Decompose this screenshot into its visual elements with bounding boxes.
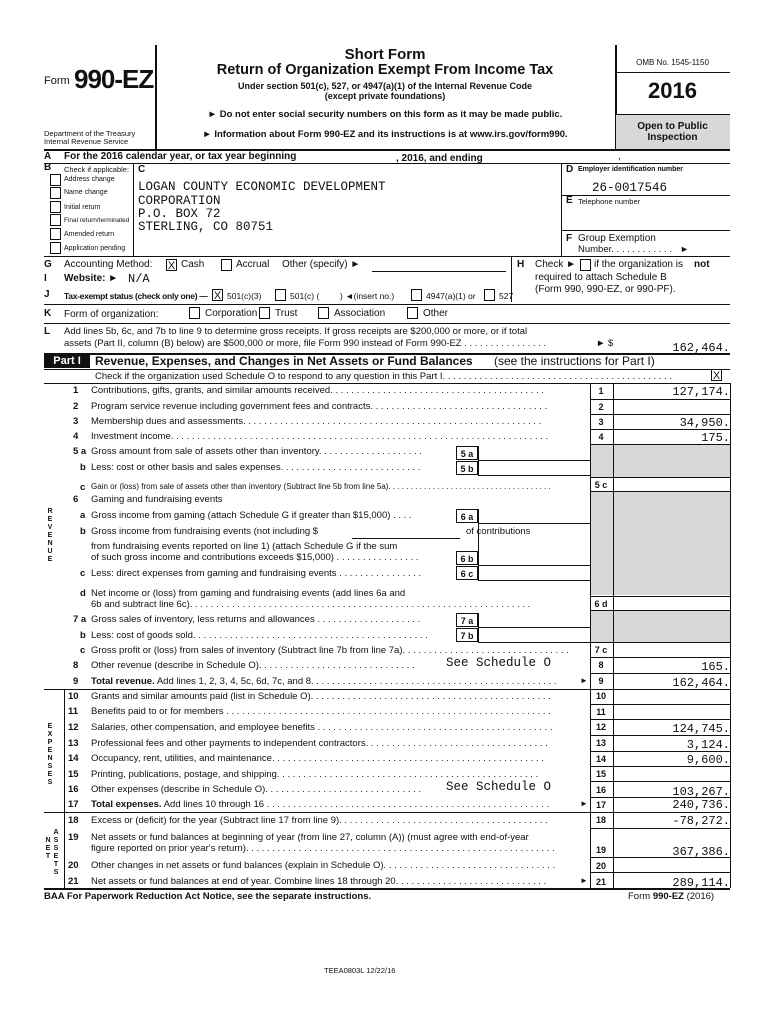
checkbox-application-pending[interactable] — [50, 242, 61, 254]
checkbox-schedule-b[interactable] — [580, 259, 591, 271]
amended-return-label: Amended return — [64, 231, 115, 238]
line16-value: 103,267. — [672, 785, 730, 799]
subtitle-section: Under section 501(c), 527, or 4947(a)(1) of the Internal Revenue Code — [237, 81, 533, 91]
line3-box: 3 — [598, 417, 604, 427]
expenses-side-label: E X P E N S E S — [47, 723, 53, 786]
form-label: Form — [44, 75, 70, 87]
line1-text: Contributions, gifts, grants, and similar amounts received. . . . . . . . . . . . . . . . . . . . . . . . . . . . . . . . . . . . . . . . . — [91, 385, 544, 396]
part1-schedule-o-text: Check if the organization used Schedule O to respond to any question in this Part I. . . . . . . . . . . . . . . . . . . . . . . . . . . . . . . . . . . . . . . . . . . . — [95, 371, 673, 382]
org-name-line2: CORPORATION — [138, 194, 221, 208]
line19-num: 19 — [68, 832, 79, 843]
group-exemption-arrow: ► — [680, 244, 689, 254]
line5c-box: 5 c — [594, 480, 608, 490]
line20-box: 20 — [595, 861, 606, 871]
line2-box: 2 — [598, 402, 604, 412]
line9-box: 9 — [598, 676, 604, 686]
line-l-letter: L — [44, 326, 51, 337]
line7b-box: 7 b — [456, 628, 478, 642]
footer-form-year: (2016) — [683, 891, 715, 902]
address-change-label: Address change — [64, 176, 115, 183]
irs-label: Internal Revenue Service — [44, 137, 129, 146]
application-pending-label: Application pending — [64, 245, 126, 252]
line3-text: Membership dues and assessments. . . . . . . . . . . . . . . . . . . . . . . . . . . . . . . . . . . . . . . . . . . . . . . . . . . . . . . . . — [91, 416, 542, 427]
footer-code: TEEA0803L 12/22/16 — [324, 966, 396, 975]
line8-box: 8 — [598, 660, 604, 670]
line20-num: 20 — [68, 860, 79, 871]
line4-box: 4 — [598, 432, 604, 442]
checkbox-part1-schedule-o[interactable]: X — [712, 370, 721, 382]
accrual-label: Accrual — [236, 259, 270, 270]
cash-label: Cash — [181, 259, 205, 270]
final-return-label: Final return/terminated — [64, 217, 130, 224]
line1-num: 1 — [73, 385, 79, 396]
line-b-letter: B — [44, 162, 52, 173]
telephone-label: Telephone number — [578, 197, 641, 206]
line6b-text-3: of such gross income and contributions exceeds $15,000) . . . . . . . . . . . . . . . . — [91, 552, 419, 563]
line7c-num: c — [80, 645, 86, 656]
line2-num: 2 — [73, 401, 79, 412]
accounting-method-label: Accounting Method: — [64, 259, 153, 270]
501c3-label: 501(c)(3) — [227, 291, 262, 301]
line7b-num: b — [80, 630, 86, 641]
checkbox-cash[interactable]: X — [167, 260, 176, 272]
form-number: 990-EZ — [74, 64, 154, 94]
line7a-box: 7 a — [456, 613, 478, 627]
line6d-box: 6 d — [594, 599, 608, 609]
line17-arrow-icon: ► — [580, 799, 588, 808]
line20-text: Other changes in net assets or fund balances (explain in Schedule O). . . . . . . . . . . . . . . . . . . . . . . . . . . . . . . . . — [91, 860, 556, 871]
line6d-text-2: 6b and subtract line 6c). . . . . . . . . . . . . . . . . . . . . . . . . . . . . . . . . . . . . . . . . . . . . . . . . . . . . . . . . . . . . . . . . — [91, 599, 531, 610]
line17-text: Total expenses. — [91, 799, 162, 810]
line18-num: 18 — [68, 815, 79, 826]
checkbox-address-change[interactable] — [50, 174, 61, 186]
line6a-box: 6 a — [456, 509, 478, 523]
corporation-label: Corporation — [205, 308, 258, 319]
line8-num: 8 — [73, 660, 79, 671]
line12-value: 124,745. — [672, 722, 730, 736]
line-b-check-label: Check if applicable: — [64, 165, 130, 174]
line10-num: 10 — [68, 691, 79, 702]
part1-label: Part I — [44, 354, 90, 368]
trust-label: Trust — [275, 308, 298, 319]
line5b-num: b — [80, 462, 86, 473]
line-l-arrow: ► $ — [596, 338, 614, 349]
line-h-check: Check ► — [535, 259, 577, 270]
line11-text: Benefits paid to or for members . . . . . . . . . . . . . . . . . . . . . . . . . . . . . . . . . . . . . . . . . . . . . . . . . . . . . . . . . . . . . . — [91, 706, 551, 717]
ein-value: 26-0017546 — [592, 181, 668, 195]
line7a-num: 7 a — [73, 614, 87, 625]
line13-num: 13 — [68, 738, 79, 749]
line21-arrow-icon: ► — [580, 876, 588, 885]
line11-num: 11 — [68, 706, 79, 717]
501c-insert-label: ) ◄(insert no.) — [340, 291, 395, 301]
line15-box: 15 — [595, 769, 606, 779]
line6-text: Gaming and fundraising events — [91, 494, 223, 505]
website-label: Website: ► — [64, 273, 119, 284]
line6d-text: Net income or (loss) from gaming and fundraising events (add lines 6a and — [91, 588, 406, 599]
527-label: 527 — [499, 291, 514, 301]
association-label: Association — [334, 308, 386, 319]
line16-num: 16 — [68, 784, 79, 795]
gross-receipts-value: 162,464. — [672, 341, 730, 355]
line5a-text: Gross amount from sale of assets other than inventory. . . . . . . . . . . . . . . . . . . . — [91, 446, 422, 457]
line19-value: 367,386. — [672, 845, 730, 859]
line6d-num: d — [80, 588, 86, 599]
tax-exempt-label: Tax-exempt status (check only one) — — [64, 291, 208, 301]
checkbox-4947[interactable] — [411, 289, 422, 301]
footer-form-pre: Form — [628, 891, 653, 902]
line19-box: 19 — [595, 845, 606, 855]
footer-form-number: 990-EZ — [652, 891, 684, 902]
line-f-letter: F — [566, 233, 573, 244]
line9-text-rest: Add lines 1, 2, 3, 4, 5c, 6d, 7c, and 8. . . . . . . . . . . . . . . . . . . . . . . . . . . . . . . . . . . . . . . . . . . . . . . — [154, 676, 557, 687]
line3-value: 34,950. — [679, 416, 730, 430]
line-k-letter: K — [44, 308, 52, 319]
checkbox-amended-return[interactable] — [50, 228, 61, 240]
line17-num: 17 — [68, 799, 79, 810]
revenue-side-label: R E V E N U E — [47, 508, 53, 563]
line8-schedule-o-note: See Schedule O — [446, 656, 552, 670]
checkbox-527[interactable] — [484, 289, 495, 301]
initial-return-label: Initial return — [64, 204, 101, 211]
line6b-num: b — [80, 526, 86, 537]
line18-box: 18 — [595, 815, 606, 825]
checkbox-association[interactable] — [318, 307, 329, 319]
line4-value: 175. — [701, 431, 730, 445]
line5c-num: c — [80, 482, 86, 493]
line7a-text: Gross sales of inventory, less returns and allowances . . . . . . . . . . . . . . . . . . . . — [91, 614, 421, 625]
line14-text: Occupancy, rent, utilities, and maintenance. . . . . . . . . . . . . . . . . . . . . . . . . . . . . . . . . . . . . . . . . . . . . . . . . . . . — [91, 753, 544, 764]
line7c-text: Gross profit or (loss) from sales of inventory (Subtract line 7b from line 7a). . . . . . . . . . . . . . . . . . . . . . . . . . . . . . . . — [91, 645, 569, 656]
omb-number: OMB No. 1545-1150 — [636, 58, 709, 67]
line16-schedule-o-note: See Schedule O — [446, 780, 552, 794]
org-address: P.O. BOX 72 — [138, 207, 221, 221]
checkbox-501c3[interactable]: X — [213, 290, 222, 302]
footer-baa: BAA For Paperwork Reduction Act Notice, see the separate instructions. — [44, 891, 372, 902]
line-l-text-2: assets (Part II, column (B) below) are $500,000 or more, file Form 990 instead of Form 990-EZ . . . . . . . . . . . . . . . . — [64, 338, 547, 349]
line13-box: 13 — [595, 738, 606, 748]
ein-label: Employer identification number — [578, 166, 684, 173]
line1-value: 127,174. — [672, 385, 730, 399]
line5b-text: Less: cost or other basis and sales expenses. . . . . . . . . . . . . . . . . . . . . . . . . . . — [91, 462, 421, 473]
checkbox-trust[interactable] — [259, 307, 270, 319]
line-d-letter: D — [566, 164, 574, 175]
line21-num: 21 — [68, 876, 79, 887]
line8-value: 165. — [701, 660, 730, 674]
org-city: STERLING, CO 80751 — [138, 220, 274, 234]
org-name-line1: LOGAN COUNTY ECONOMIC DEVELOPMENT — [138, 180, 386, 194]
line-h-not: not — [694, 259, 710, 270]
line10-text: Grants and similar amounts paid (list in Schedule O). . . . . . . . . . . . . . . . . . . . . . . . . . . . . . . . . . . . . . . . . . . . . . — [91, 691, 551, 702]
line12-box: 12 — [595, 722, 606, 732]
line2-text: Program service revenue including government fees and contracts. . . . . . . . . . . . . . . . . . . . . . . . . . . . . . . . . . — [91, 401, 548, 412]
net-side-label: N E T — [45, 837, 51, 860]
form-of-org-label: Form of organization: — [64, 309, 159, 320]
line21-text: Net assets or fund balances at end of year. Combine lines 18 through 20. . . . . . . . . . . . . . . . . . . . . . . . . . . . . — [91, 876, 547, 887]
line6a-text: Gross income from gaming (attach Schedule G if greater than $15,000) . . . . — [91, 510, 412, 521]
line11-box: 11 — [596, 707, 606, 717]
line6c-box: 6 c — [456, 566, 478, 580]
line-h-letter: H — [517, 259, 525, 270]
line14-value: 9,600. — [686, 753, 730, 767]
line14-box: 14 — [595, 754, 606, 764]
line17-box: 17 — [595, 800, 606, 810]
line5c-text: Gain or (loss) from sale of assets other than inventory (Subtract line 5b from line 5a). . . . . . . . . . . . . . . . . . . . . . . . . . . . . . . . . . . . . — [91, 482, 551, 491]
group-exemption-label: Group Exemption — [578, 233, 656, 244]
notice-ssn: ► Do not enter social security numbers on this form as it may be made public. — [207, 109, 563, 120]
line13-text: Professional fees and other payments to independent contractors. . . . . . . . . . . . . . . . . . . . . . . . . . . . . . . . . . . — [91, 738, 548, 749]
checkbox-501c[interactable] — [275, 289, 286, 301]
line21-value: 289,114. — [672, 876, 730, 890]
line6b-text-2: from fundraising events reported on line 1) (attach Schedule G if the sum — [91, 541, 398, 552]
line19-text-2: figure reported on prior year's return). . . . . . . . . . . . . . . . . . . . . . . . . . . . . . . . . . . . . . . . . . . . . . . . . . . . . . . . . . . — [91, 843, 555, 854]
line6b-text: Gross income from fundraising events (not including $ — [91, 526, 319, 537]
line4-num: 4 — [73, 431, 79, 442]
line7b-text: Less: cost of goods sold. . . . . . . . . . . . . . . . . . . . . . . . . . . . . . . . . . . . . . . . . . . . . — [91, 630, 428, 641]
line-a-comma: , — [618, 151, 621, 162]
line14-num: 14 — [68, 753, 79, 764]
line17-text-rest: Add lines 10 through 16 . . . . . . . . . . . . . . . . . . . . . . . . . . . . . . . . . . . . . . . . . . . . . . . . . . . . . . — [161, 799, 550, 810]
line4-text: Investment income. . . . . . . . . . . . . . . . . . . . . . . . . . . . . . . . . . . . . . . . . . . . . . . . . . . . . . . . . . . . . . . . . . . . . . . . — [91, 431, 549, 442]
line9-arrow-icon: ► — [580, 676, 588, 685]
line15-num: 15 — [68, 769, 79, 780]
line5b-box: 5 b — [456, 461, 478, 475]
line-j-letter: J — [44, 289, 50, 300]
line9-text: Total revenue. — [91, 676, 155, 687]
line18-value: -78,272. — [672, 814, 730, 828]
line9-num: 9 — [73, 676, 79, 687]
line13-value: 3,124. — [686, 738, 730, 752]
line17-value: 240,736. — [672, 798, 730, 812]
line10-box: 10 — [595, 691, 606, 701]
line6c-num: c — [80, 568, 86, 579]
checkbox-accrual[interactable] — [221, 259, 232, 271]
line6a-num: a — [80, 510, 86, 521]
line6-num: 6 — [73, 494, 79, 505]
line3-num: 3 — [73, 416, 79, 427]
501c-label: 501(c) ( — [290, 291, 320, 301]
line19-text: Net assets or fund balances at beginning of year (from line 27, column (A)) (must agree with end-of-year — [91, 832, 529, 843]
line6c-text: Less: direct expenses from gaming and fundraising events . . . . . . . . . . . . . . . . — [91, 568, 422, 579]
other-form-label: Other — [423, 308, 449, 319]
line18-text: Excess or (deficit) for the year (Subtract line 17 from line 9). . . . . . . . . . . . . . . . . . . . . . . . . . . . . . . . . . . . . . . . — [91, 815, 548, 826]
group-exemption-number-label: Number. . . . . . . . . . . . — [578, 244, 672, 255]
line12-text: Salaries, other compensation, and employee benefits . . . . . . . . . . . . . . . . . . . . . . . . . . . . . . . . . . . . . . . . . . . . . — [91, 722, 553, 733]
checkbox-corporation[interactable] — [189, 307, 200, 319]
line6b-text-after: of contributions — [466, 526, 531, 537]
line-e-letter: E — [566, 195, 573, 206]
line12-num: 12 — [68, 722, 79, 733]
line9-value: 162,464. — [672, 676, 730, 690]
line-h-text: if the organization is — [594, 259, 683, 270]
part1-title: Revenue, Expenses, and Changes in Net Assets or Fund Balances — [95, 354, 473, 368]
line8-text: Other revenue (describe in Schedule O). . . . . . . . . . . . . . . . . . . . . . . . . . . . . . — [91, 660, 415, 671]
title-short-form: Short Form — [344, 46, 426, 63]
line-h-text-2: required to attach Schedule B — [535, 272, 667, 283]
part1-title-note: (see the instructions for Part I) — [494, 354, 655, 368]
line-l-text-1: Add lines 5b, 6c, and 7b to line 9 to determine gross receipts. If gross receipts are $200,000 or more, or if total — [64, 326, 528, 337]
notice-info: ► Information about Form 990-EZ and its instructions is at www.irs.gov/form990. — [202, 129, 568, 140]
line-a-letter: A — [44, 151, 52, 162]
assets-side-label: A S S E T S — [53, 829, 59, 876]
line6b-box: 6 b — [456, 551, 478, 565]
title-main: Return of Organization Exempt From Income Tax — [216, 62, 554, 78]
line16-box: 16 — [595, 785, 606, 795]
open-public-2: Inspection — [647, 132, 698, 143]
website-value: N/A — [128, 272, 150, 286]
tax-year: 2016 — [648, 78, 697, 103]
dept-label: Department of the Treasury — [44, 129, 136, 138]
name-change-label: Name change — [64, 189, 108, 196]
open-public-1: Open to Public — [637, 121, 708, 132]
line-i-letter: I — [44, 273, 47, 284]
line21-box: 21 — [595, 877, 606, 887]
line-a-text: For the 2016 calendar year, or tax year beginning — [64, 151, 297, 162]
line-a-ending: , 2016, and ending — [396, 153, 483, 164]
other-method-field[interactable] — [372, 271, 506, 272]
line5a-box: 5 a — [456, 446, 478, 460]
line-h-text-3: (Form 990, 990-EZ, or 990-PF). — [535, 284, 676, 295]
line15-text: Printing, publications, postage, and shipping. . . . . . . . . . . . . . . . . . . . . . . . . . . . . . . . . . . . . . . . . . . . . . . . . . — [91, 769, 539, 780]
checkbox-other-form[interactable] — [407, 307, 418, 319]
checkbox-final-return[interactable] — [50, 214, 61, 226]
line1-box: 1 — [598, 386, 604, 396]
line5a-num: 5 a — [73, 446, 87, 457]
checkbox-initial-return[interactable] — [50, 201, 61, 213]
line16-text: Other expenses (describe in Schedule O). . . . . . . . . . . . . . . . . . . . . . . . . . . . . . — [91, 784, 421, 795]
other-method-label: Other (specify) ► — [282, 259, 361, 270]
line-c-letter: C — [138, 164, 146, 175]
4947-label: 4947(a)(1) or — [426, 291, 476, 301]
checkbox-name-change[interactable] — [50, 187, 61, 199]
line-g-letter: G — [44, 259, 52, 270]
line7c-box: 7 c — [594, 645, 608, 655]
subtitle-except: (except private foundations) — [324, 91, 446, 101]
